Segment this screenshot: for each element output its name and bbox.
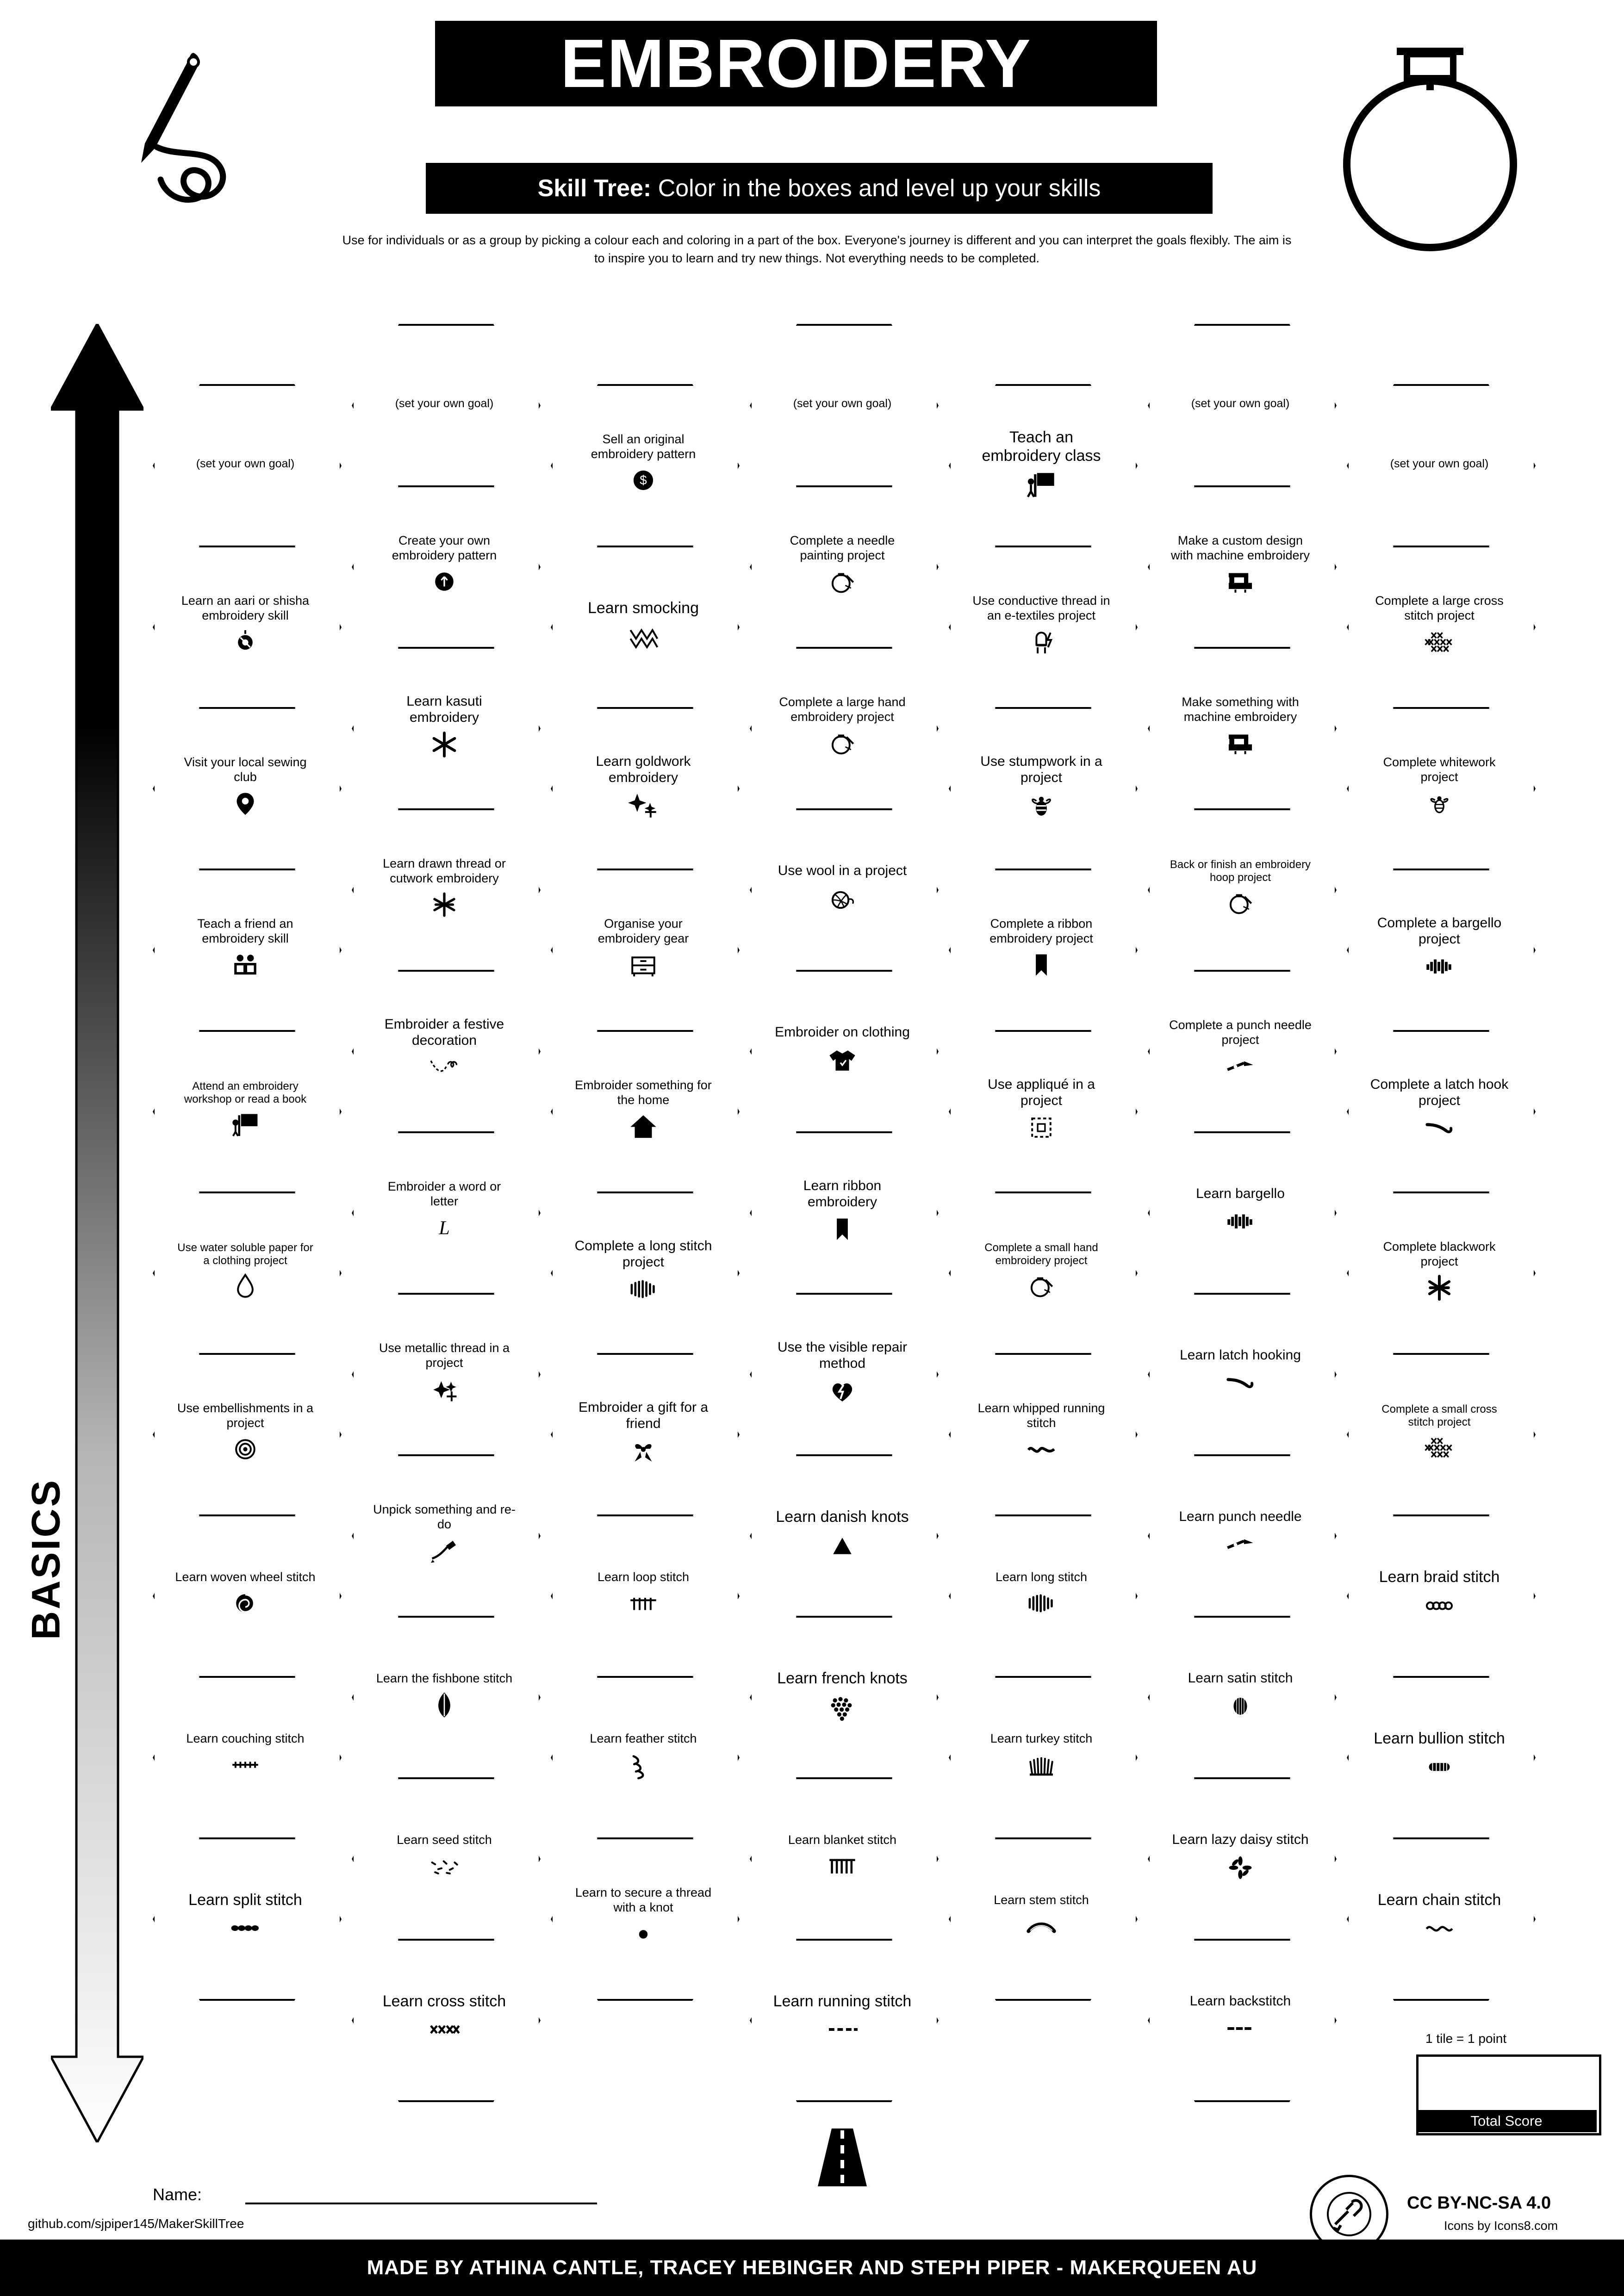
skill-tile-label: Back or finish an embroidery hoop project — [1170, 858, 1311, 884]
skill-tile[interactable] — [153, 707, 338, 867]
skill-tile[interactable] — [750, 808, 935, 968]
skill-tile[interactable] — [352, 1454, 537, 1614]
skill-tile-label: Complete a small hand embroidery project — [984, 1241, 1098, 1267]
skill-tile[interactable] — [153, 384, 338, 544]
skill-tile[interactable] — [1148, 1131, 1333, 1291]
cross-stitch-icon — [426, 2014, 462, 2045]
skill-tile-label: Embroider something for the home — [575, 1078, 712, 1107]
skill-tile-label: Complete a ribbon embroidery project — [989, 917, 1093, 945]
skill-tile-label: Embroider a word or letter — [387, 1179, 501, 1208]
skill-tile[interactable] — [153, 1514, 338, 1674]
hoop-needle-icon — [1222, 887, 1258, 918]
fishbone-leaf-icon — [426, 1689, 462, 1720]
skill-tile[interactable] — [750, 324, 935, 484]
skill-tile-label: Organise your embroidery gear — [597, 917, 689, 945]
skill-tile-label: Make a custom design with machine embroidery — [1170, 534, 1310, 562]
skill-tile-label: Learn punch needle — [1179, 1509, 1302, 1525]
skill-tile[interactable] — [551, 869, 736, 1028]
up-arrow-icon — [426, 566, 462, 597]
split-stitch-icon — [227, 1913, 263, 1943]
skill-tile-label: Learn split stitch — [188, 1891, 302, 1909]
whipped-running-icon — [1023, 1434, 1059, 1464]
skill-tile-label: Learn turkey stitch — [990, 1731, 1093, 1745]
skill-tile[interactable] — [1347, 384, 1532, 544]
mending-heart-icon — [824, 1375, 860, 1406]
skill-tile-label: (set your own goal) — [1191, 397, 1290, 410]
latch-hook-icon — [1421, 1112, 1457, 1143]
letter-l-icon — [426, 1212, 462, 1243]
skill-tile[interactable] — [1347, 707, 1532, 867]
skill-tile[interactable] — [551, 707, 736, 867]
skill-tile-label: Learn to secure a thread with a knot — [575, 1886, 712, 1914]
chain-stitch-icon — [1421, 1913, 1457, 1943]
skill-tile-label: Learn french knots — [777, 1669, 908, 1687]
skill-tile[interactable] — [153, 1837, 338, 1997]
skill-tile[interactable] — [153, 1353, 338, 1513]
skill-tile[interactable] — [1148, 485, 1333, 645]
skill-tile[interactable] — [551, 1837, 736, 1997]
tile-point-note: 1 tile = 1 point — [1425, 2031, 1507, 2046]
loop-stitch-icon — [625, 1588, 661, 1619]
skill-tile[interactable] — [1347, 869, 1532, 1028]
couching-stitch-icon — [227, 1750, 263, 1780]
name-input-line[interactable] — [245, 2203, 597, 2204]
teaching-icon — [227, 949, 263, 980]
blanket-stitch-icon — [824, 1851, 860, 1881]
skill-tile-label: Complete blackwork project — [1383, 1240, 1496, 1268]
hoop-needle-icon — [1023, 1271, 1059, 1301]
axis-label-basics: BASICS — [24, 1478, 68, 1640]
skill-tile[interactable] — [1148, 970, 1333, 1129]
skill-tile-label: Learn couching stitch — [186, 1731, 305, 1745]
skill-tile[interactable] — [551, 1514, 736, 1674]
water-drop-icon — [227, 1271, 263, 1301]
skill-tile[interactable] — [949, 869, 1134, 1028]
turkey-stitch-icon — [1023, 1750, 1059, 1780]
skill-tile[interactable] — [750, 485, 935, 645]
goldwork-sparkle-icon — [625, 789, 661, 820]
footer-banner — [0, 2240, 1624, 2296]
axis-label-advanced: ADVANCED — [24, 71, 68, 308]
skill-tile-label: Learn ribbon embroidery — [803, 1178, 882, 1210]
skill-tile-label: Use embellishments in a project — [177, 1401, 314, 1430]
skill-tile-label: Learn long stitch — [995, 1570, 1088, 1584]
skill-tile-label: Learn woven wheel stitch — [175, 1570, 316, 1584]
skill-tile[interactable] — [153, 1191, 338, 1351]
skill-tile[interactable] — [750, 1616, 935, 1775]
sewing-machine-icon — [1222, 728, 1258, 758]
svg-text:L: L — [439, 1217, 450, 1239]
punch-needle-icon — [1222, 1529, 1258, 1559]
skill-tile-label: Learn lazy daisy stitch — [1172, 1832, 1309, 1848]
skill-tile[interactable] — [1148, 324, 1333, 484]
skill-tile-label: Learn smocking — [587, 599, 699, 617]
skill-tile-label: Learn latch hooking — [1180, 1347, 1301, 1363]
skill-tile-label: Teach a friend an embroidery skill — [197, 917, 293, 945]
backstitch-icon — [1222, 2013, 1258, 2044]
hoop-needle-icon — [824, 728, 860, 758]
long-stitch-icon — [625, 1274, 661, 1304]
teacher-board-icon — [1023, 469, 1059, 499]
skill-tile[interactable] — [153, 1676, 338, 1836]
presentation-icon — [227, 1109, 263, 1140]
bullion-stitch-icon — [1421, 1751, 1457, 1782]
applique-icon — [1023, 1112, 1059, 1143]
skill-tile-label: Learn bullion stitch — [1374, 1729, 1505, 1747]
sewing-machine-icon — [1222, 566, 1258, 597]
blackwork-star-icon — [1421, 1272, 1457, 1303]
cutwork-star-icon — [426, 889, 462, 920]
total-score-label: Total Score — [1416, 2110, 1597, 2132]
skill-tile[interactable] — [750, 1293, 935, 1452]
smocking-icon — [625, 621, 661, 652]
skill-tile-label: Sell an original embroidery pattern — [591, 432, 696, 461]
skill-tile-label: (set your own goal) — [793, 397, 892, 410]
skill-tile-label: Use wool in a project — [778, 863, 907, 879]
skill-tile-label: Learn drawn thread or cutwork embroidery — [383, 856, 506, 885]
skill-tile[interactable] — [750, 1454, 935, 1614]
latch-hook-icon — [1222, 1367, 1258, 1398]
skill-tile-label: Embroider on clothing — [775, 1024, 910, 1040]
skill-tile-label: Teach an embroidery class — [982, 428, 1101, 465]
long-stitch-icon — [1023, 1588, 1059, 1619]
skill-tile-label: Learn blanket stitch — [788, 1832, 897, 1847]
skill-tile[interactable] — [1148, 1616, 1333, 1775]
skill-tile[interactable] — [352, 324, 537, 484]
skill-tile-label: Unpick something and re-do — [373, 1502, 516, 1531]
skill-tile-label: Use stumpwork in a project — [980, 753, 1102, 785]
page-title: EMBROIDERY — [560, 25, 1032, 102]
skill-tile[interactable] — [1347, 1514, 1532, 1674]
skill-tile[interactable] — [551, 384, 736, 544]
skill-tile-label: Complete a latch hook project — [1370, 1076, 1509, 1108]
skill-tile[interactable] — [352, 1777, 537, 1937]
skill-tile[interactable] — [551, 546, 736, 705]
skill-tile[interactable] — [1347, 1030, 1532, 1190]
skill-tile-label: Complete a bargello project — [1377, 915, 1502, 947]
skill-tile[interactable] — [352, 808, 537, 968]
skill-tile-label: Complete a needle painting project — [790, 534, 895, 562]
french-knots-icon — [824, 1691, 860, 1722]
skill-tile[interactable] — [1347, 1837, 1532, 1997]
skill-tile-label: Use conductive thread in an e-textiles project — [972, 594, 1110, 622]
kasuti-star-icon — [426, 729, 462, 760]
skill-tile[interactable] — [949, 546, 1134, 705]
sparkle-thread-icon — [426, 1374, 462, 1404]
skill-tile[interactable] — [153, 869, 338, 1028]
road-icon — [808, 2124, 877, 2186]
led-icon — [1023, 627, 1059, 657]
license-text: CC BY-NC-SA 4.0 — [1407, 2193, 1551, 2213]
icons-credit: Icons by Icons8.com — [1444, 2219, 1558, 2233]
skill-tile-label: Make something with machine embroidery — [1182, 695, 1299, 724]
skill-tile-label: Learn the fishbone stitch — [376, 1671, 513, 1685]
tshirt-icon — [824, 1044, 860, 1075]
skill-tile-label: Learn braid stitch — [1379, 1568, 1500, 1586]
skill-tile[interactable] — [153, 1030, 338, 1190]
skill-tile-label: Learn loop stitch — [597, 1570, 690, 1584]
skill-tile-label: Learn backstitch — [1189, 1993, 1291, 2009]
skill-tile-label: Learn goldwork embroidery — [596, 753, 691, 785]
dollar-coin-icon — [625, 465, 661, 496]
skill-tile[interactable] — [949, 1676, 1134, 1836]
skill-tile[interactable] — [750, 1777, 935, 1937]
ribbon-icon — [1023, 949, 1059, 980]
skill-tile-label: Complete whitework project — [1383, 755, 1496, 784]
skill-tile-label: Attend an embroidery workshop or read a book — [184, 1080, 307, 1105]
skill-tile[interactable] — [1148, 808, 1333, 968]
skill-tile-label: Complete a small cross stitch project — [1381, 1402, 1497, 1428]
skill-tile-label: Learn running stitch — [773, 1992, 912, 2010]
skill-tile-label: Learn chain stitch — [1377, 1891, 1501, 1909]
skill-tile[interactable] — [551, 1030, 736, 1190]
skill-tile[interactable] — [1347, 1353, 1532, 1513]
hoop-needle-icon — [824, 566, 860, 597]
skill-tile-label: Learn feather stitch — [590, 1731, 697, 1745]
knot-dot-icon — [625, 1918, 661, 1949]
bead-icon — [227, 1434, 263, 1464]
skill-tile[interactable] — [1148, 1777, 1333, 1937]
github-link[interactable]: github.com/sjpiper145/MakerSkillTree — [28, 2216, 244, 2231]
skill-tile-label: (set your own goal) — [1390, 457, 1489, 470]
skill-tile[interactable] — [949, 1030, 1134, 1190]
festive-swag-icon — [426, 1052, 462, 1083]
skill-tile[interactable] — [352, 970, 537, 1129]
subtitle-text: Color in the boxes and level up your skills — [658, 175, 1101, 202]
aari-needle-icon — [227, 627, 263, 657]
skill-tile-label: Complete a large cross stitch project — [1375, 594, 1504, 622]
skill-tile-label: Use appliqué in a project — [988, 1076, 1095, 1108]
woven-wheel-icon — [227, 1588, 263, 1619]
skill-tile-label: Visit your local sewing club — [184, 755, 307, 784]
skill-tile[interactable] — [352, 1131, 537, 1291]
skill-tile-label: Learn satin stitch — [1188, 1670, 1293, 1686]
running-stitch-icon — [824, 2014, 860, 2045]
punch-needle-icon — [1222, 1051, 1258, 1081]
skill-tile-label: Embroider a gift for a friend — [578, 1399, 709, 1431]
skill-tile[interactable] — [551, 1353, 736, 1513]
skill-tile[interactable] — [949, 1837, 1134, 1997]
bargello-icon — [1222, 1206, 1258, 1236]
yarn-ball-icon — [824, 883, 860, 913]
skill-tile[interactable] — [1148, 647, 1333, 807]
skill-tile-label: Complete a large hand embroidery project — [779, 695, 906, 724]
skill-tile[interactable] — [1148, 1293, 1333, 1452]
skill-tile-label: Create your own embroidery pattern — [392, 534, 497, 562]
skill-tile-label: Learn bargello — [1196, 1186, 1285, 1202]
intro-paragraph: Use for individuals or as a group by picking a colour each and coloring in a part of the box. Everyone's journey is different and you can interpret the goals flexibly. The aim is to inspire you to learn and try new things. Not everything needs to be completed. — [342, 233, 1292, 266]
home-icon — [625, 1111, 661, 1142]
skill-tile[interactable] — [949, 1353, 1134, 1513]
skill-tile-label: Learn danish knots — [776, 1508, 909, 1526]
skill-tile[interactable] — [949, 1191, 1134, 1351]
cross-stitch-grid-icon — [1421, 1432, 1457, 1463]
skill-tile[interactable] — [750, 1131, 935, 1291]
whitework-bee-icon — [1421, 788, 1457, 819]
skill-tile-label: (set your own goal) — [196, 457, 295, 470]
skill-tile[interactable] — [352, 1939, 537, 2098]
danish-knot-icon — [824, 1530, 860, 1560]
svg-text:$: $ — [640, 473, 647, 488]
skill-tile[interactable] — [551, 1191, 736, 1351]
skill-tile[interactable] — [551, 1676, 736, 1836]
skill-tile[interactable] — [352, 485, 537, 645]
skill-tile-label: Learn an aari or shisha embroidery skill — [181, 594, 310, 622]
lazy-daisy-icon — [1222, 1852, 1258, 1882]
map-pin-icon — [227, 788, 263, 819]
skill-tile-label: Use the visible repair method — [777, 1339, 908, 1371]
skill-tile[interactable] — [750, 970, 935, 1129]
skill-tile[interactable] — [1148, 1454, 1333, 1614]
credits-text: MADE BY ATHINA CANTLE, TRACEY HEBINGER AND STEPH PIPER - MAKERQUEEN AU — [367, 2256, 1257, 2279]
ribbon-icon — [824, 1214, 860, 1244]
skill-tile-label: Embroider a festive decoration — [384, 1016, 504, 1048]
feather-stitch-icon — [625, 1750, 661, 1780]
skill-tile-label: Learn cross stitch — [382, 1992, 506, 2010]
skill-tile-label: Complete a punch needle project — [1169, 1018, 1312, 1047]
cross-stitch-grid-icon — [1421, 627, 1457, 657]
skill-tile-label: Use metallic thread in a project — [379, 1341, 510, 1370]
bargello-icon — [1421, 951, 1457, 981]
skill-tile-label: Use water soluble paper for a clothing project — [177, 1241, 313, 1267]
skill-tile[interactable] — [352, 1293, 537, 1452]
skill-tile-label: Learn stem stitch — [994, 1893, 1089, 1907]
drawer-icon — [625, 949, 661, 980]
skill-tile-label: Complete a long stitch project — [574, 1238, 712, 1270]
seed-stitch-icon — [426, 1851, 462, 1881]
skill-tile-label: Learn kasuti embroidery — [406, 693, 482, 725]
skill-tile[interactable] — [1347, 1676, 1532, 1836]
skill-tile[interactable] — [949, 384, 1134, 544]
braid-stitch-icon — [1421, 1590, 1457, 1620]
skill-tile[interactable] — [750, 647, 935, 807]
subtitle-prefix: Skill Tree: — [537, 175, 652, 202]
skill-tile-label: (set your own goal) — [395, 397, 494, 410]
unpick-icon — [426, 1535, 462, 1566]
skill-tile[interactable] — [949, 707, 1134, 867]
skill-tile-label: Learn seed stitch — [397, 1832, 492, 1847]
skill-tile[interactable] — [153, 546, 338, 705]
skill-tile[interactable] — [352, 1616, 537, 1775]
skill-tile[interactable] — [352, 647, 537, 807]
satin-stitch-icon — [1222, 1690, 1258, 1721]
skill-tile[interactable] — [750, 1939, 935, 2098]
gift-bow-icon — [625, 1435, 661, 1466]
skill-tile[interactable] — [1347, 546, 1532, 705]
skill-tile[interactable] — [949, 1514, 1134, 1674]
skill-tile[interactable] — [1347, 1191, 1532, 1351]
name-label: Name: — [153, 2185, 202, 2204]
skill-tile[interactable] — [1148, 1939, 1333, 2098]
stem-stitch-icon — [1023, 1911, 1059, 1942]
bee-icon — [1023, 789, 1059, 820]
skill-tile-label: Learn whipped running stitch — [977, 1401, 1105, 1430]
